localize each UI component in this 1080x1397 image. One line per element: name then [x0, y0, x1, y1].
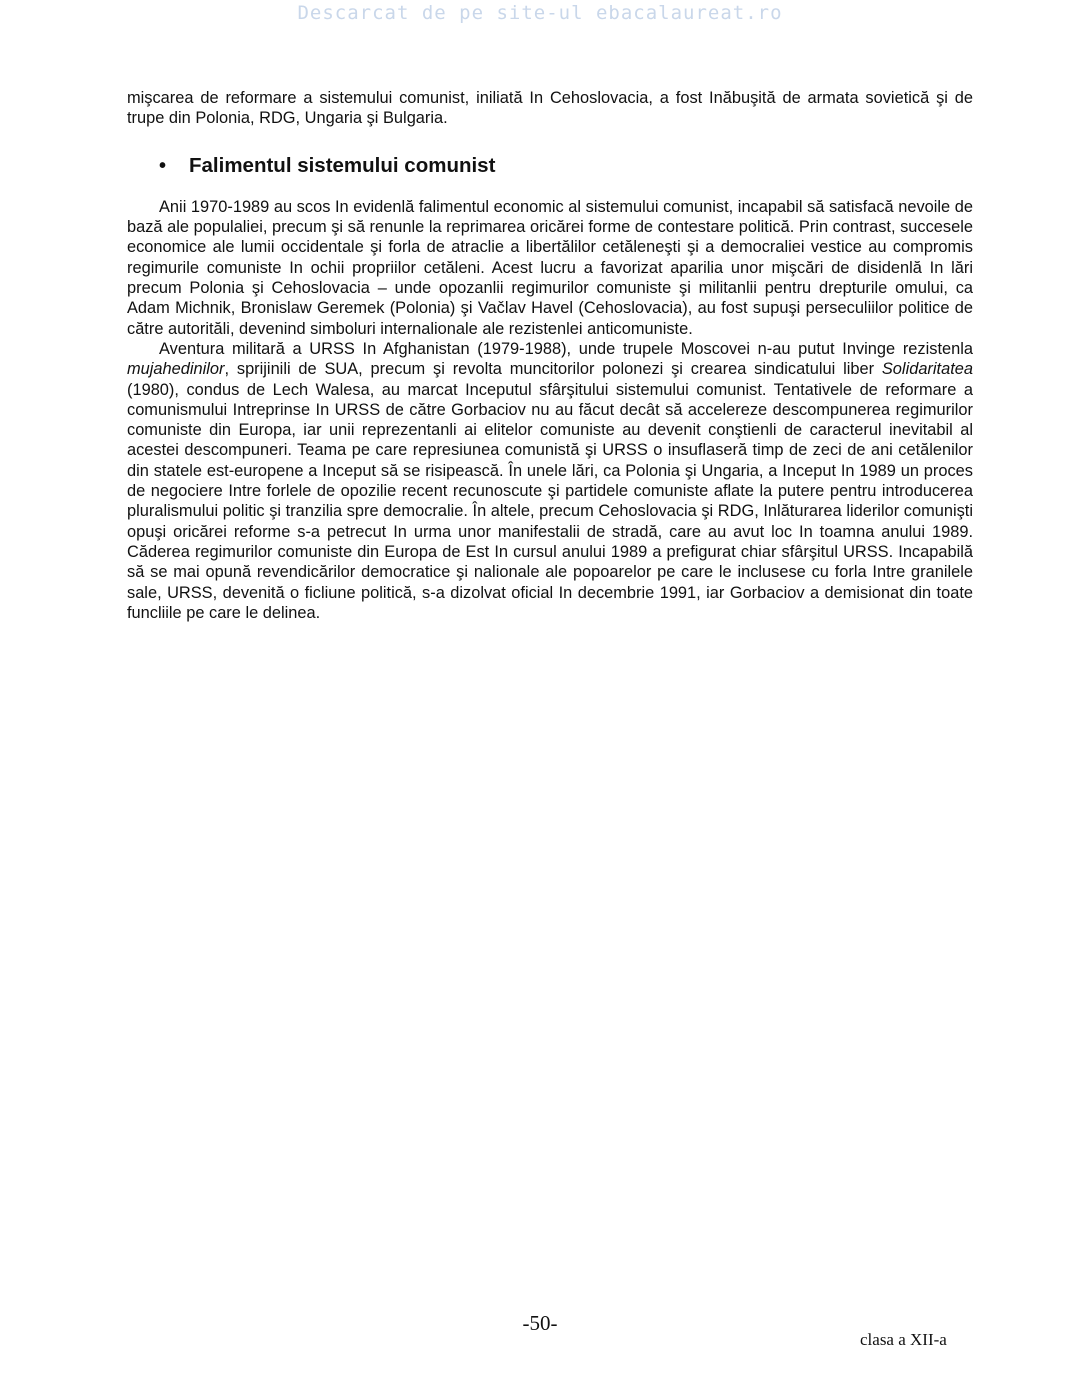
paragraph-falimentul: Anii 1970-1989 au scos In evidenlă falimentul economic al sistemului comunist, incapabil să satisfacă nevoile de bază ale populaliei, precum şi să renunle la reprimarea oricărei forme de contestare politică. Prin contrast, succesele economice ale lumii occidentale şi forla de atraclie a libertălilor cetăleneşti şi a democraliei vestice au compromis regimurile comuniste In ochii propriilor cetăleni. Acest lucru a favorizat aparilia unor mişcări de disidenlă In lări precum Polonia şi Cehoslovacia – unde opozanlii regimurilor comuniste şi militanlii pentru drepturile omului, ca Adam Michnik, Bronislaw Geremek (Polonia) şi Vačlav Havel (Cehoslovacia), au fost supuşi perseculiilor politice de către autorităli, devenind simboluri internalionale ale rezistenlei anticomuniste. [127, 197, 973, 338]
bullet-icon: • [159, 154, 167, 177]
page-content [127, 88, 973, 623]
paragraph-text-part: , sprijinili de SUA, precum şi revolta muncitorilor polonezi şi crearea sindicatului liber [224, 360, 882, 379]
paragraph-text-part: (1980), condus de Lech Walesa, au marcat Inceputul sfârşitului sistemului comunist. Tentativele de reformare a comunismului Intreprinse In URSS de către Gorbaciov nu au făcut decât să accelereze descompunerea regimurilor comuniste din Europa, iar unii reprezentanli ai elitelor comuniste au devenit conştienli de caracterul inevitabil al acestei descompuneri. Teama pe care represiunea comunistă şi URSS o insuflaseră timp de zeci de ani cetălenilor din statele est-europene a Inceput să se risipească. În unele lări, ca Polonia şi Ungaria, a Inceput In 1989 un proces de negociere Intre forlele de opozilie recent recunoscute şi partidele comuniste aflate la putere pentru introducerea pluralismului politic şi tranzilia spre democralie. În altele, precum Cehoslovacia şi RDG, Inlăturarea liderilor comunişti opuşi oricărei reforme s-a petrecut In urma unor manifestalii de stradă, care au avut loc In toamna anului 1989. Căderea regimurilor comuniste din Europa de Est In cursul anului 1989 a prefigurat chiar sfârşitul URSS. Incapabilă să se mai opună revendicărilor democratice şi nalionale ale popoarelor pe care le inclusese cu forla Intre granilele sale, URSS, devenită o ficliune politică, s-a dizolvat oficial In decembrie 1991, iar Gorbaciov a demisionat din toate funcliile pe care le delinea. [127, 380, 973, 622]
section-title: Falimentul sistemului comunist [189, 153, 496, 177]
class-label: clasa a XII-a [860, 1330, 947, 1349]
section-heading [127, 153, 973, 177]
watermark: Descarcat de pe site-ul ebacalaureat.ro [297, 2, 783, 24]
paragraph-aventura [127, 339, 973, 623]
paragraph-text-part: Aventura militară a URSS In Afghanistan (1979-1988), unde trupele Moscovei n-au putut Invinge rezistenla [159, 339, 973, 358]
italic-term: mujahedinilor [127, 360, 225, 379]
italic-term: Solidaritatea [881, 360, 973, 379]
page-number: -50- [522, 1311, 558, 1335]
intro-paragraph: mişcarea de reformare a sistemului comunist, iniliată In Cehoslovacia, a fost Inăbuşită de armata sovietică şi de trupe din Polonia, RDG, Ungaria şi Bulgaria. [127, 89, 973, 128]
